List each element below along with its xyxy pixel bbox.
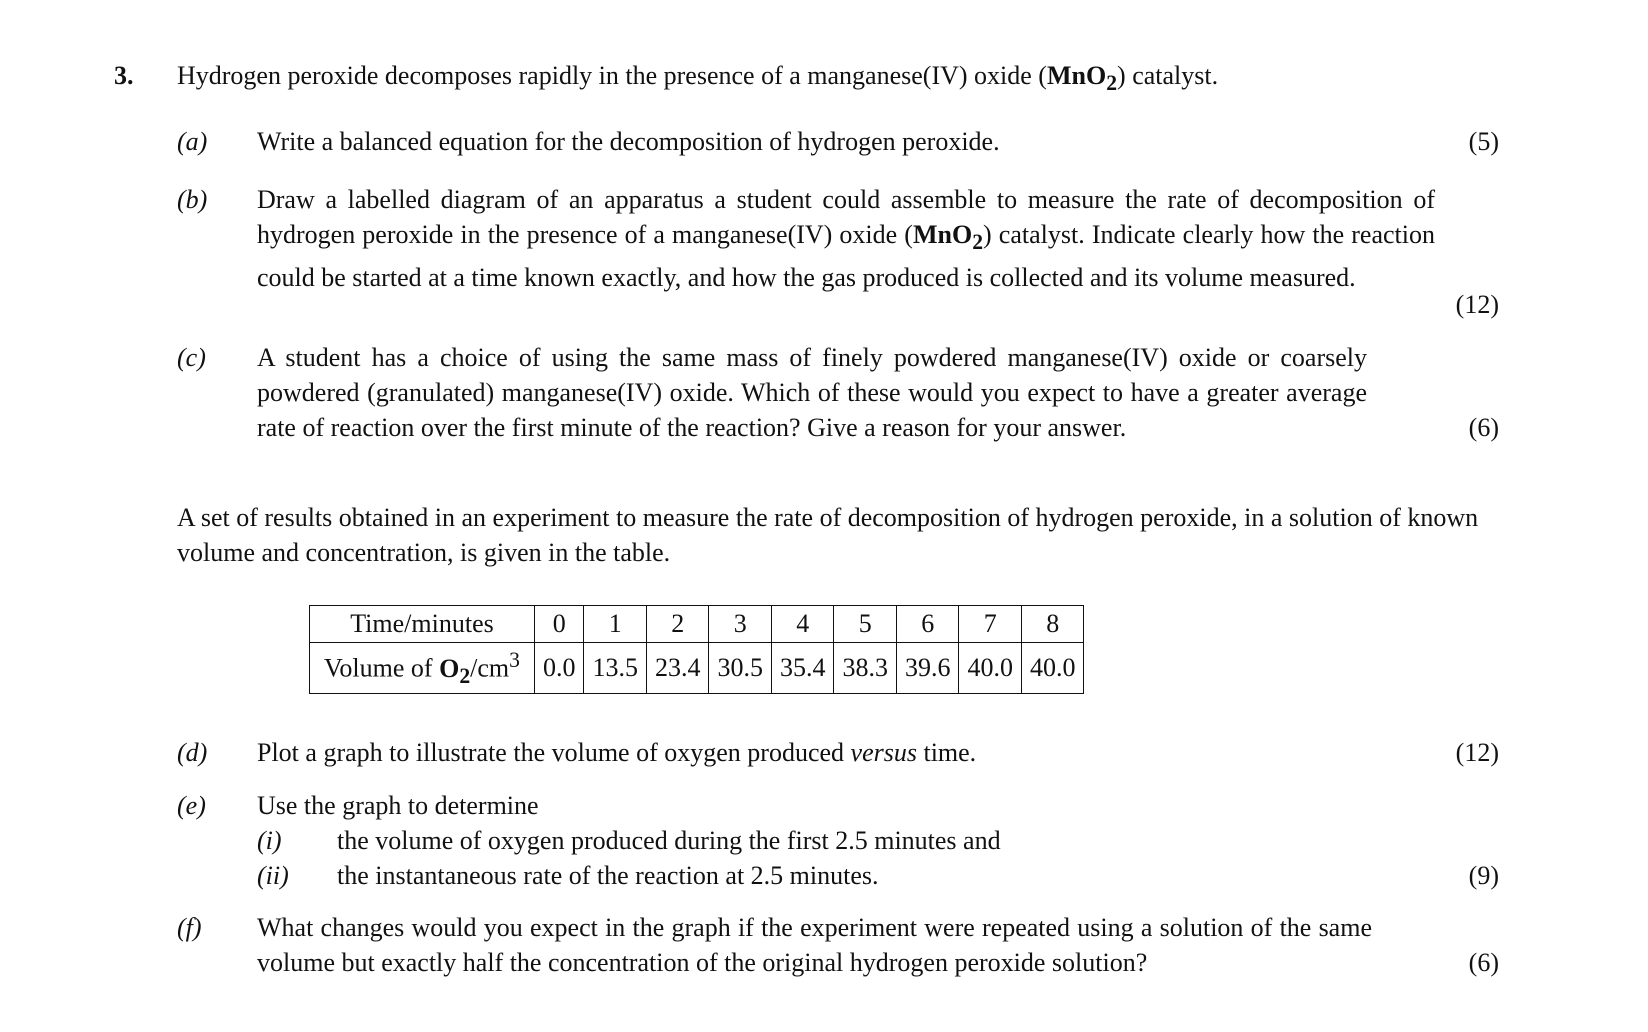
question-stem [177,58,1517,101]
part-f [177,910,1517,985]
time-cell: 2 [646,606,709,643]
part-b-marks: (12) [1455,290,1499,319]
part-e-label: (e) [177,791,206,820]
part-b-text: Draw a labelled diagram of an apparatus a student could assemble to measure the rate of decomposition of hydrogen peroxide in the presence of a manganese(IV) oxide (MnO$_2$) catalyst. Indicate clearly how the reaction could be started at a time known exactly, and how the gas produced is collected and its volume measured. [257,185,1435,293]
volume-row [310,643,1084,694]
mno2-formula: MnO$_2$ [912,220,984,255]
volume-cell: 30.5 [709,643,772,694]
part-e-sub-ii [257,858,1435,893]
time-cell: 6 [896,606,959,643]
volume-cell: 0.0 [534,643,584,694]
time-header: Time/minutes [310,606,535,643]
time-cell: 1 [584,606,647,643]
time-cell: 5 [834,606,897,643]
part-d [177,735,1517,775]
part-c-marks: (6) [1468,413,1499,442]
part-b [177,182,1517,332]
sub-i-text: the volume of oxygen produced during the first 2.5 minutes and [337,826,1001,855]
part-a-text: Write a balanced equation for the decomposition of hydrogen peroxide. [257,127,1000,156]
time-cell: 8 [1021,606,1084,643]
volume-cell: 23.4 [646,643,709,694]
part-e [177,788,1517,898]
stem-text-post: ) catalyst. [1117,61,1219,90]
part-e-marks: (9) [1468,861,1499,890]
question-number: 3. [114,61,134,90]
time-cell: 0 [534,606,584,643]
part-d-marks: (12) [1455,738,1499,767]
part-e-sub-i [257,823,1435,858]
part-a-marks: (5) [1468,127,1499,156]
context-paragraph: A set of results obtained in an experiment to measure the rate of decomposition of hydrogen peroxide, in a solution of known volume and concentration, is given in the table. [177,503,1479,567]
part-c-label: (c) [177,343,206,372]
time-cell: 4 [771,606,834,643]
sub-ii-text: the instantaneous rate of the reaction at 2.5 minutes. [337,861,879,890]
volume-cell: 40.0 [959,643,1022,694]
volume-cell: 39.6 [896,643,959,694]
part-c-text: A student has a choice of using the same mass of finely powdered manganese(IV) oxide or coarsely powdered (granulated) manganese(IV) oxide. Which of these would you expect to have a greater average rate of reaction over the first minute of the reaction? Give a reason for your answer. [257,343,1367,442]
part-c [177,340,1517,450]
results-table [309,605,1084,694]
volume-cell: 13.5 [584,643,647,694]
part-f-marks: (6) [1468,948,1499,977]
part-e-text: Use the graph to determine [257,791,539,820]
part-b-label: (b) [177,185,208,214]
volume-cell: 35.4 [771,643,834,694]
volume-cell: 38.3 [834,643,897,694]
part-d-text: Plot a graph to illustrate the volume of oxygen produced versus time. [257,738,977,767]
mno2-formula: MnO$_2$ [1046,61,1118,96]
part-d-label: (d) [177,738,208,767]
part-f-text: What changes would you expect in the graph if the experiment were repeated using a solution of the same volume but exactly half the concentration of the original hydrogen peroxide solution? [257,913,1372,977]
sub-i-label: (i) [257,826,282,855]
time-cell: 3 [709,606,772,643]
time-row [310,606,1084,643]
part-a [177,124,1517,164]
part-a-label: (a) [177,127,208,156]
volume-header: Volume of $O_2/cm^3$ [310,643,535,694]
volume-cell: 40.0 [1021,643,1084,694]
part-f-label: (f) [177,913,202,942]
time-cell: 7 [959,606,1022,643]
sub-ii-label: (ii) [257,861,289,890]
part-e-content [257,788,1435,893]
stem-text-pre: Hydrogen peroxide decomposes rapidly in the presence of a manganese(IV) oxide ( [177,61,1047,90]
